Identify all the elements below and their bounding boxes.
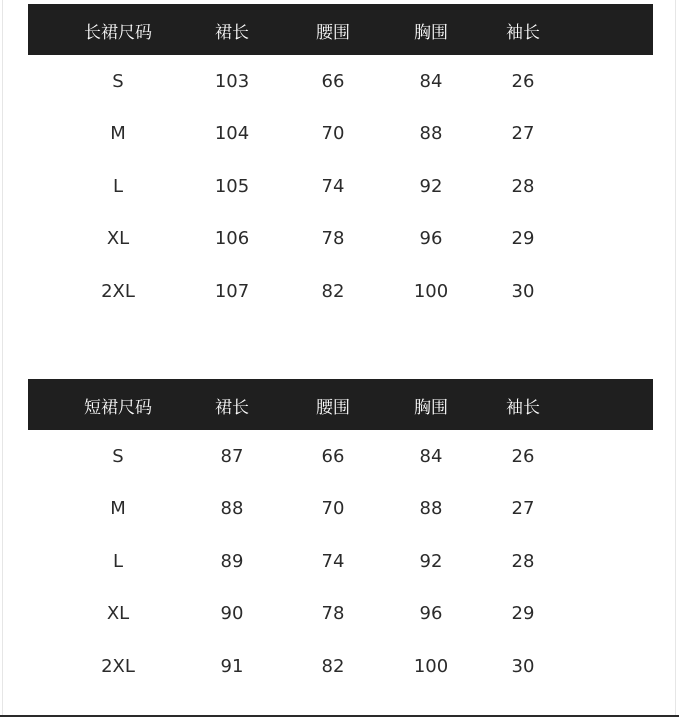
waist-cell: 82	[321, 655, 345, 677]
waist-cell: 78	[321, 228, 345, 250]
size-cell: S	[112, 70, 124, 92]
table-row	[28, 265, 653, 318]
bust-cell: 88	[419, 498, 443, 520]
sleeve-cell: 29	[511, 603, 535, 625]
sleeve-cell: 29	[511, 228, 535, 250]
bust-cell: 96	[419, 603, 443, 625]
header-waist: 腰围	[316, 23, 350, 43]
size-cell: M	[110, 123, 126, 145]
table-row	[28, 108, 653, 161]
header-size: 长裙尺码	[84, 23, 152, 43]
waist-cell: 78	[321, 603, 345, 625]
length-cell: 90	[220, 603, 244, 625]
table-row	[28, 640, 653, 693]
waist-cell: 74	[321, 550, 345, 572]
sleeve-cell: 27	[511, 498, 535, 520]
length-cell: 91	[220, 655, 244, 677]
table-header	[28, 379, 653, 430]
waist-cell: 70	[321, 123, 345, 145]
frame-left-border	[2, 0, 3, 717]
table-row	[28, 535, 653, 588]
table-row	[28, 588, 653, 641]
size-cell: S	[112, 445, 124, 467]
length-cell: 105	[214, 175, 250, 197]
sleeve-cell: 26	[511, 445, 535, 467]
long-skirt-size-table	[28, 4, 653, 318]
bust-cell: 88	[419, 123, 443, 145]
sleeve-cell: 30	[511, 655, 535, 677]
waist-cell: 74	[321, 175, 345, 197]
size-cell: XL	[106, 603, 130, 625]
bust-cell: 96	[419, 228, 443, 250]
waist-cell: 70	[321, 498, 345, 520]
bust-cell: 92	[419, 175, 443, 197]
header-skirt-length: 裙长	[215, 23, 249, 43]
length-cell: 107	[214, 280, 250, 302]
sleeve-cell: 28	[511, 550, 535, 572]
size-cell: 2XL	[101, 655, 135, 677]
header-sleeve-length: 袖长	[506, 23, 540, 43]
table-header	[28, 4, 653, 55]
length-cell: 104	[214, 123, 250, 145]
header-size: 短裙尺码	[84, 398, 152, 418]
size-cell: 2XL	[101, 280, 135, 302]
size-cell: L	[112, 550, 124, 572]
length-cell: 106	[214, 228, 250, 250]
sleeve-cell: 27	[511, 123, 535, 145]
bust-cell: 84	[419, 445, 443, 467]
bust-cell: 92	[419, 550, 443, 572]
size-cell: L	[112, 175, 124, 197]
bust-cell: 100	[413, 655, 449, 677]
short-skirt-size-table	[28, 379, 653, 693]
length-cell: 89	[220, 550, 244, 572]
bust-cell: 100	[413, 280, 449, 302]
size-cell: XL	[106, 228, 130, 250]
length-cell: 87	[220, 445, 244, 467]
table-row	[28, 160, 653, 213]
sleeve-cell: 28	[511, 175, 535, 197]
sleeve-cell: 26	[511, 70, 535, 92]
table-row	[28, 430, 653, 483]
header-bust: 胸围	[414, 398, 448, 418]
length-cell: 88	[220, 498, 244, 520]
waist-cell: 66	[321, 445, 345, 467]
header-skirt-length: 裙长	[215, 398, 249, 418]
table-row	[28, 55, 653, 108]
waist-cell: 66	[321, 70, 345, 92]
table-row	[28, 483, 653, 536]
size-cell: M	[110, 498, 126, 520]
length-cell: 103	[214, 70, 250, 92]
frame-right-border	[675, 0, 676, 717]
header-waist: 腰围	[316, 398, 350, 418]
sleeve-cell: 30	[511, 280, 535, 302]
header-sleeve-length: 袖长	[506, 398, 540, 418]
table-row	[28, 213, 653, 266]
bust-cell: 84	[419, 70, 443, 92]
header-bust: 胸围	[414, 23, 448, 43]
waist-cell: 82	[321, 280, 345, 302]
